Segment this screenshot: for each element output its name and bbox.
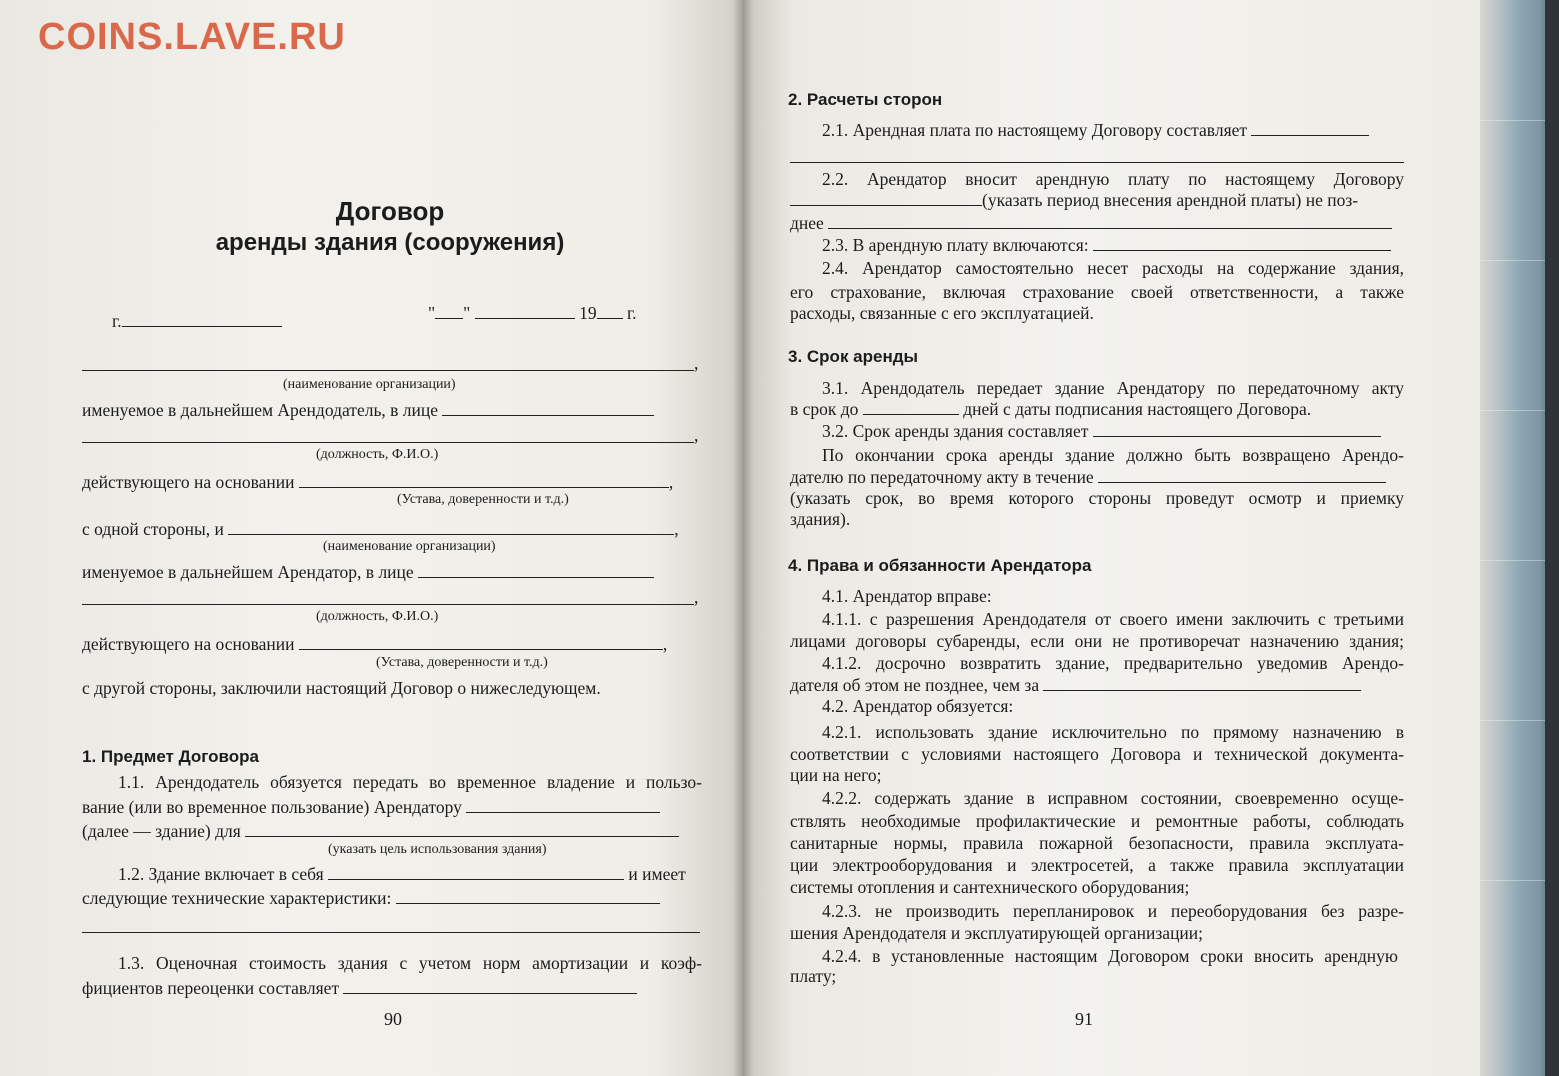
landlord-person-field[interactable] [442, 400, 654, 416]
book-cover-edge [1545, 0, 1559, 1076]
caption-org2: (наименование организации) [323, 539, 496, 554]
caption-position1: (должность, Ф.И.О.) [316, 447, 439, 462]
p4-1: 4.1. Арендатор вправе: [822, 586, 992, 606]
one-side-line [82, 518, 679, 540]
org1-field[interactable] [82, 370, 694, 371]
tenant-person-field-2[interactable] [82, 604, 694, 605]
org2-field[interactable] [228, 519, 674, 535]
acting-basis2-text: действующего на основании [82, 634, 295, 654]
p4-1-1-line2: лицами договоры субаренды, если они не противоречат назначению здания; [790, 631, 1404, 651]
p4-2-2-line5: системы отопления и сантехнического оборудования; [790, 877, 1190, 897]
p4-2-4-line1: 4.2.4. в установленные настоящим Договором сроки вносить арендную [822, 946, 1398, 966]
comma: , [668, 472, 674, 492]
city-prefix: г. [112, 311, 122, 331]
p3-3-line2 [790, 466, 1386, 488]
p4-1-2-line1: 4.1.2. досрочно возвратить здание, предварительно уведомив Арендо- [822, 653, 1404, 673]
characteristics-field[interactable] [396, 888, 660, 904]
p4-1-2-line2-text: дателя об этом не позднее, чем за [790, 675, 1040, 695]
site-watermark: COINS.LAVE.RU [38, 16, 346, 58]
year-suffix: г. [626, 303, 637, 323]
basis2-field[interactable] [299, 634, 663, 650]
section4-heading: 4. Права и обязанности Арендатора [788, 556, 1092, 575]
tenant-in-person-line [82, 561, 654, 583]
p4-2: 4.2. Арендатор обязуется: [822, 696, 1014, 716]
purpose-field[interactable] [245, 821, 679, 837]
year-field[interactable] [597, 303, 623, 319]
page-number-right: 91 [1075, 1009, 1093, 1029]
landlord-person-field-2[interactable] [82, 442, 694, 443]
p4-2-3-line1: 4.2.3. не производить перепланировок и переоборудования без разре- [822, 901, 1404, 921]
p3-3-line4: здания). [790, 509, 851, 529]
p2-2-line2-text: (указать период внесения арендной платы) не поз- [982, 190, 1359, 210]
p4-2-2-line4: ции электрооборудования и электросетей, а также правила эксплуатации [790, 855, 1404, 875]
caption-position2: (должность, Ф.И.О.) [316, 609, 439, 624]
acting-basis1-text: действующего на основании [82, 472, 295, 492]
p1-2-line1-tail: и имеет [628, 864, 686, 884]
date-quote-close: " [463, 303, 471, 323]
p2-3-line [822, 234, 1391, 256]
p4-2-2-line1: 4.2.2. содержать здание в исправном состоянии, своевременно осуще- [822, 788, 1404, 808]
city-date-line [112, 310, 282, 332]
p4-1-1-line1: 4.1.1. с разрешения Арендодателя от своего имени заключить с третьими [822, 609, 1404, 629]
p1-1-line2 [82, 796, 660, 818]
p2-2-line3 [790, 212, 1392, 234]
tenant-in-person-text: именуемое в дальнейшем Арендатор, в лице [82, 562, 414, 582]
p4-2-4-line2: плату; [790, 966, 837, 986]
month-field[interactable] [475, 303, 575, 319]
p2-2-line1: 2.2. Арендатор вносит арендную плату по настоящему Договору [822, 169, 1404, 189]
comma: , [694, 425, 699, 445]
transfer-days-field[interactable] [863, 399, 959, 415]
basis1-field[interactable] [299, 472, 669, 488]
p1-3-line1: 1.3. Оценочная стоимость здания с учетом норм амортизации и коэф- [118, 953, 702, 973]
p4-2-3-line2: шения Арендодателя и эксплуатирующей организации; [790, 923, 1204, 943]
section3-heading: 3. Срок аренды [788, 347, 919, 366]
document-title-line1: Договор [335, 196, 445, 226]
p4-2-1-line3: ции на него; [790, 765, 882, 785]
notice-period-field[interactable] [1043, 675, 1361, 691]
comma: , [674, 519, 679, 539]
p3-2-line [822, 420, 1381, 442]
p4-2-1-line1: 4.2.1. использовать здание исключительно по прямому назначению в [822, 722, 1404, 742]
date-line [428, 302, 637, 324]
book-page-edges [1480, 0, 1559, 1076]
p1-3-line2 [82, 977, 637, 999]
p2-1-text: 2.1. Арендная плата по настоящему Договору составляет [822, 120, 1248, 140]
p3-3-line3: (указать срок, во время которого стороны проведут осмотр и приемку [790, 488, 1404, 508]
p2-4-line1: 2.4. Арендатор самостоятельно несет расходы на содержание здания, [822, 258, 1404, 278]
valuation-field[interactable] [343, 978, 637, 994]
comma: , [662, 634, 668, 654]
rent-amount-field-2[interactable] [790, 162, 1404, 163]
left-page [0, 0, 742, 1076]
date-quote-open: " [428, 303, 436, 323]
year-prefix: 19 [579, 303, 597, 323]
p2-4-line3: расходы, связанные с его эксплуатацией. [790, 303, 1094, 323]
p2-2-line2 [790, 189, 1358, 211]
caption-charter2: (Устава, доверенности и т.д.) [376, 655, 548, 670]
rent-amount-field[interactable] [1251, 120, 1369, 136]
p1-2-line1 [118, 863, 686, 885]
section2-heading: 2. Расчеты сторон [788, 90, 943, 109]
p2-3-text: 2.3. В арендную плату включаются: [822, 235, 1089, 255]
other-side-line: с другой стороны, заключили настоящий Договор о нижеследующем. [82, 678, 601, 698]
acting-basis1-line [82, 471, 673, 493]
p3-3-line2-text: дателю по передаточному акту в течение [790, 467, 1094, 487]
day-field[interactable] [435, 303, 463, 319]
p1-1-line1: 1.1. Арендодатель обязуется передать во временное владение и пользо- [118, 772, 702, 792]
section1-heading: 1. Предмет Договора [82, 747, 259, 766]
payment-period-field[interactable] [790, 190, 982, 206]
return-term-field[interactable] [1098, 467, 1386, 483]
p4-1-2-line2 [790, 674, 1361, 696]
landlord-in-person-text: именуемое в дальнейшем Арендодатель, в лице [82, 400, 439, 420]
characteristics-field-2[interactable] [82, 932, 700, 933]
p2-2-line3-text: днее [790, 213, 824, 233]
p3-1-line1: 3.1. Арендодатель передает здание Арендатору по передаточному акту [822, 378, 1404, 398]
page-number-left: 90 [384, 1009, 402, 1029]
p1-2-line1-text: 1.2. Здание включает в себя [118, 864, 324, 884]
p2-1-line [822, 119, 1369, 141]
p1-2-line2-text: следующие технические характеристики: [82, 888, 392, 908]
caption-charter1: (Устава, доверенности и т.д.) [397, 492, 569, 507]
comma: , [694, 353, 699, 373]
comma: , [694, 587, 699, 607]
p4-2-1-line2: соответствии с условиями настоящего Договора и технической документа- [790, 744, 1404, 764]
landlord-in-person-line [82, 399, 654, 421]
p3-1-line2-text: в срок до [790, 399, 859, 419]
p3-1-line2 [790, 398, 1311, 420]
book-gutter [732, 0, 754, 1076]
payment-deadline-field[interactable] [828, 213, 1392, 229]
p3-3-line1: По окончании срока аренды здание должно быть возвращено Арендо- [822, 445, 1404, 465]
p1-1-line3 [82, 820, 679, 842]
rent-includes-field[interactable] [1093, 235, 1391, 251]
city-field[interactable] [122, 311, 282, 327]
tenant-person-field[interactable] [418, 562, 654, 578]
p3-2-text: 3.2. Срок аренды здания составляет [822, 421, 1089, 441]
p3-1-line2-tail: дней с даты подписания настоящего Договора. [963, 399, 1312, 419]
p1-1-line2-text: вание (или во временное пользование) Арендатору [82, 797, 462, 817]
includes-field[interactable] [328, 864, 624, 880]
lease-term-field[interactable] [1093, 421, 1381, 437]
p2-4-line2: его страхование, включая страхование своей ответственности, а также [790, 282, 1404, 302]
caption-purpose: (указать цель использования здания) [328, 842, 547, 857]
acting-basis2-line [82, 633, 667, 655]
caption-org1: (наименование организации) [283, 377, 456, 392]
document-title-line2: аренды здания (сооружения) [215, 229, 565, 256]
p4-2-2-line3: санитарные нормы, правила пожарной безопасности, правила эксплуата- [790, 833, 1404, 853]
p1-2-line2 [82, 887, 660, 909]
p1-3-line2-text: фициентов переоценки составляет [82, 978, 340, 998]
p1-1-line3-text: (далее — здание) для [82, 821, 241, 841]
p4-2-2-line2: ствлять необходимые профилактические и ремонтные работы, соблюдать [790, 811, 1404, 831]
one-side-text: с одной стороны, и [82, 519, 224, 539]
transfer-object-field[interactable] [466, 797, 660, 813]
right-page [742, 0, 1480, 1076]
